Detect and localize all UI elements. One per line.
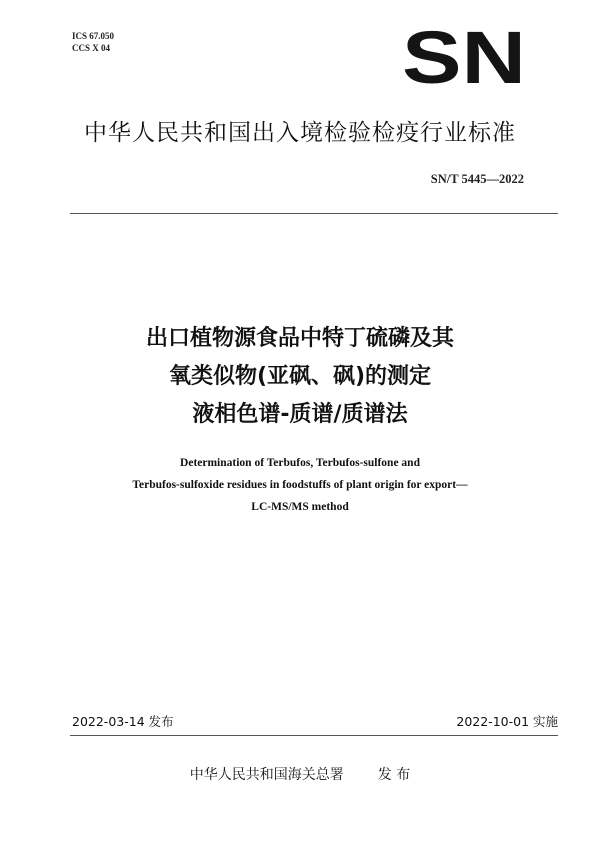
title-en-line: Terbufos-sulfoxide residues in foodstuffs of plant origin for export— bbox=[132, 479, 468, 491]
issuer-name: 中华人民共和国海关总署 bbox=[189, 767, 344, 783]
issuer-action: 发 布 bbox=[377, 767, 411, 783]
ics-code: ICS 67.050 bbox=[72, 31, 115, 41]
title-zh-line: 氧类似物(亚砜、砜)的测定 bbox=[168, 364, 432, 389]
classification-codes bbox=[72, 30, 114, 54]
title-en bbox=[0, 452, 600, 518]
title-en-line: LC-MS/MS method bbox=[251, 501, 349, 513]
title-zh-line: 出口植物源食品中特丁硫磷及其 bbox=[145, 326, 454, 351]
footer-divider bbox=[70, 735, 558, 736]
sn-logo bbox=[401, 28, 527, 86]
issue-date: 2022-03-14 发布 bbox=[72, 714, 174, 729]
header-divider bbox=[70, 213, 558, 214]
title-en-line: Determination of Terbufos, Terbufos-sulfone and bbox=[180, 457, 420, 469]
issuer bbox=[0, 764, 600, 784]
sn-logo-text: SN bbox=[402, 28, 526, 86]
standard-category: 中华人民共和国出入境检验检疫行业标准 bbox=[84, 120, 516, 146]
title-zh bbox=[0, 320, 600, 434]
title-zh-line: 液相色谱-质谱/质谱法 bbox=[192, 402, 408, 427]
ccs-code: CCS X 04 bbox=[72, 43, 111, 53]
effective-date: 2022-10-01 实施 bbox=[456, 714, 558, 729]
standard-number: SN/T 5445—2022 bbox=[430, 172, 524, 186]
